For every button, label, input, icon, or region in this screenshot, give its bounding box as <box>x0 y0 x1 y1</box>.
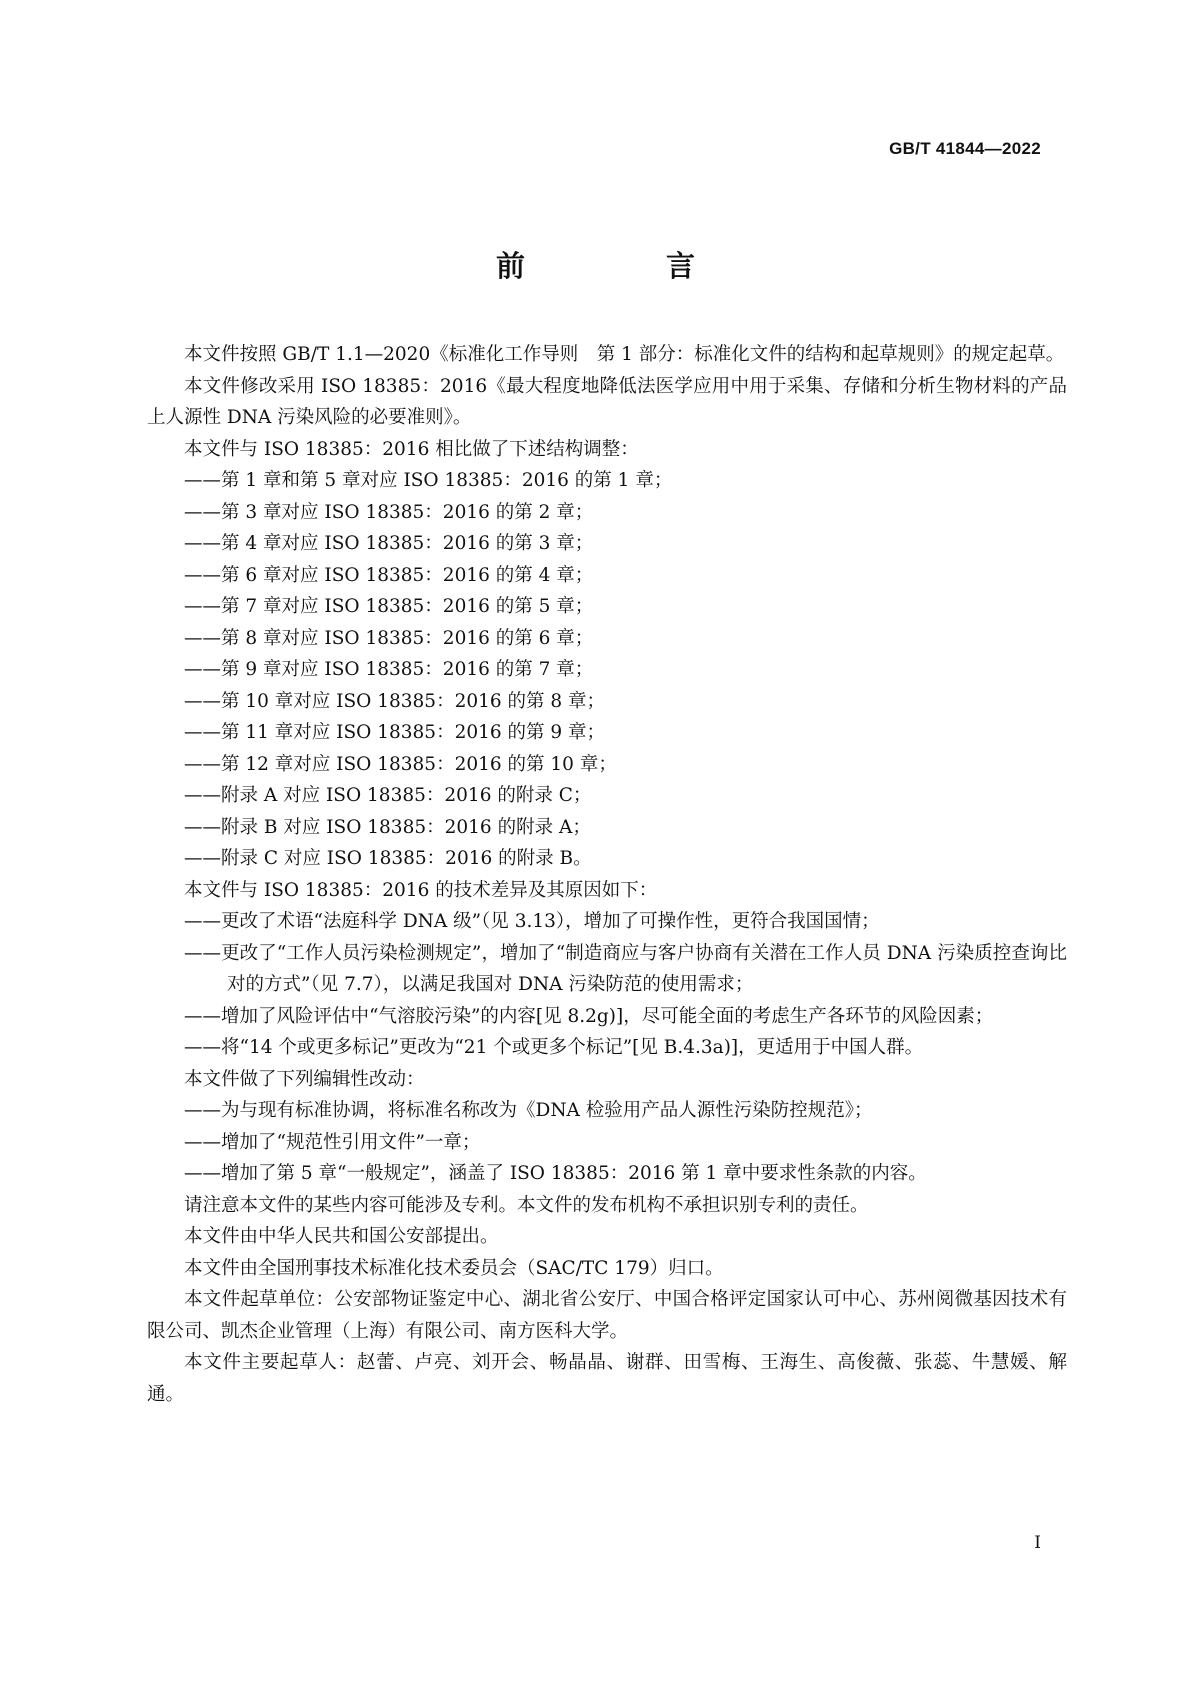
paragraph-modified-adoption: 本文件修改采用 ISO 18385：2016《最大程度地降低法医学应用中用于采集、存储和分析生物材料的产品上人源性 DNA 污染风险的必要准则》。 <box>147 375 1067 428</box>
list-item: ——附录 A 对应 ISO 18385：2016 的附录 C； <box>184 785 592 806</box>
list-item: ——第 10 章对应 ISO 18385：2016 的第 8 章； <box>184 690 606 712</box>
technical-differences-list <box>147 906 1067 1064</box>
structural-changes-list <box>147 465 1067 875</box>
page-title: 前 言 <box>495 249 751 283</box>
list-item: ——第 12 章对应 ISO 18385：2016 的第 10 章； <box>184 753 617 775</box>
paragraph-drafters: 本文件主要起草人：赵蕾、卢亮、刘开会、畅晶晶、谢群、田雪梅、王海生、高俊薇、张蕊、牛慧媛、解通。 <box>147 1352 1067 1405</box>
list-item: ——为与现有标准协调，将标准名称改为《DNA 检验用产品人源性污染防控规范》； <box>184 1100 873 1121</box>
list-item: ——第 4 章对应 ISO 18385：2016 的第 3 章； <box>184 533 594 554</box>
list-item: ——第 3 章对应 ISO 18385：2016 的第 2 章； <box>184 501 594 523</box>
page-number: I <box>1034 1533 1041 1553</box>
standard-code: GB/T 41844—2022 <box>889 139 1041 158</box>
list-item: ——更改了术语“法庭科学 DNA 级”（见 3.13），增加了可操作性，更符合我国国情； <box>184 911 880 932</box>
list-item: ——附录 C 对应 ISO 18385：2016 的附录 B。 <box>184 848 592 869</box>
paragraph-committee: 本文件由全国刑事技术标准化技术委员会（SAC/TC 179）归口。 <box>184 1257 724 1279</box>
list-item: ——增加了第 5 章“一般规定”，涵盖了 ISO 18385：2016 第 1 章中要求性条款的内容。 <box>184 1163 927 1184</box>
paragraph-technical-intro: 本文件与 ISO 18385：2016 的技术差异及其原因如下： <box>184 879 658 901</box>
paragraph-drafting-units: 本文件起草单位：公安部物证鉴定中心、湖北省公安厅、中国合格评定国家认可中心、苏州阅微基因技术有限公司、凯杰企业管理（上海）有限公司、南方医科大学。 <box>147 1289 1067 1342</box>
paragraph-structural-intro: 本文件与 ISO 18385：2016 相比做了下述结构调整： <box>184 438 639 460</box>
list-item: ——第 8 章对应 ISO 18385：2016 的第 6 章； <box>184 627 594 649</box>
editorial-changes-list <box>147 1095 1067 1190</box>
list-item: ——增加了“规范性引用文件”一章； <box>184 1131 481 1153</box>
paragraph-editorial-intro: 本文件做了下列编辑性改动： <box>184 1068 425 1090</box>
list-item: ——第 6 章对应 ISO 18385：2016 的第 4 章； <box>184 564 594 586</box>
list-item: ——将“14 个或更多标记”更改为“21 个或更多个标记”[见 B.4.3a)]，更适用于中国人群。 <box>184 1037 924 1058</box>
paragraph-proposer: 本文件由中华人民共和国公安部提出。 <box>184 1226 499 1247</box>
list-item: ——第 1 章和第 5 章对应 ISO 18385：2016 的第 1 章； <box>184 470 673 491</box>
list-item: ——第 7 章对应 ISO 18385：2016 的第 5 章； <box>184 596 594 617</box>
paragraph-drafting-rules: 本文件按照 GB/T 1.1—2020《标准化工作导则 第 1 部分：标准化文件的结构和起草规则》的规定起草。 <box>184 344 1065 365</box>
list-item: ——第 11 章对应 ISO 18385：2016 的第 9 章； <box>184 722 606 743</box>
list-item: ——增加了风险评估中“气溶胶污染”的内容[见 8.2g)]，尽可能全面的考虑生产各环节的风险因素； <box>184 1005 994 1027</box>
paragraph-patent-notice: 请注意本文件的某些内容可能涉及专利。本文件的发布机构不承担识别专利的责任。 <box>184 1194 869 1216</box>
list-item: ——第 9 章对应 ISO 18385：2016 的第 7 章； <box>184 659 594 680</box>
foreword-body <box>147 339 1067 1410</box>
list-item: ——更改了“工作人员污染检测规定”，增加了“制造商应与客户协商有关潜在工作人员 DNA 污染质控查询比对的方式”（见 7.7），以满足我国对 DNA 污染防范的使用需求； <box>184 942 1067 995</box>
list-item: ——附录 B 对应 ISO 18385：2016 的附录 A； <box>184 816 591 838</box>
